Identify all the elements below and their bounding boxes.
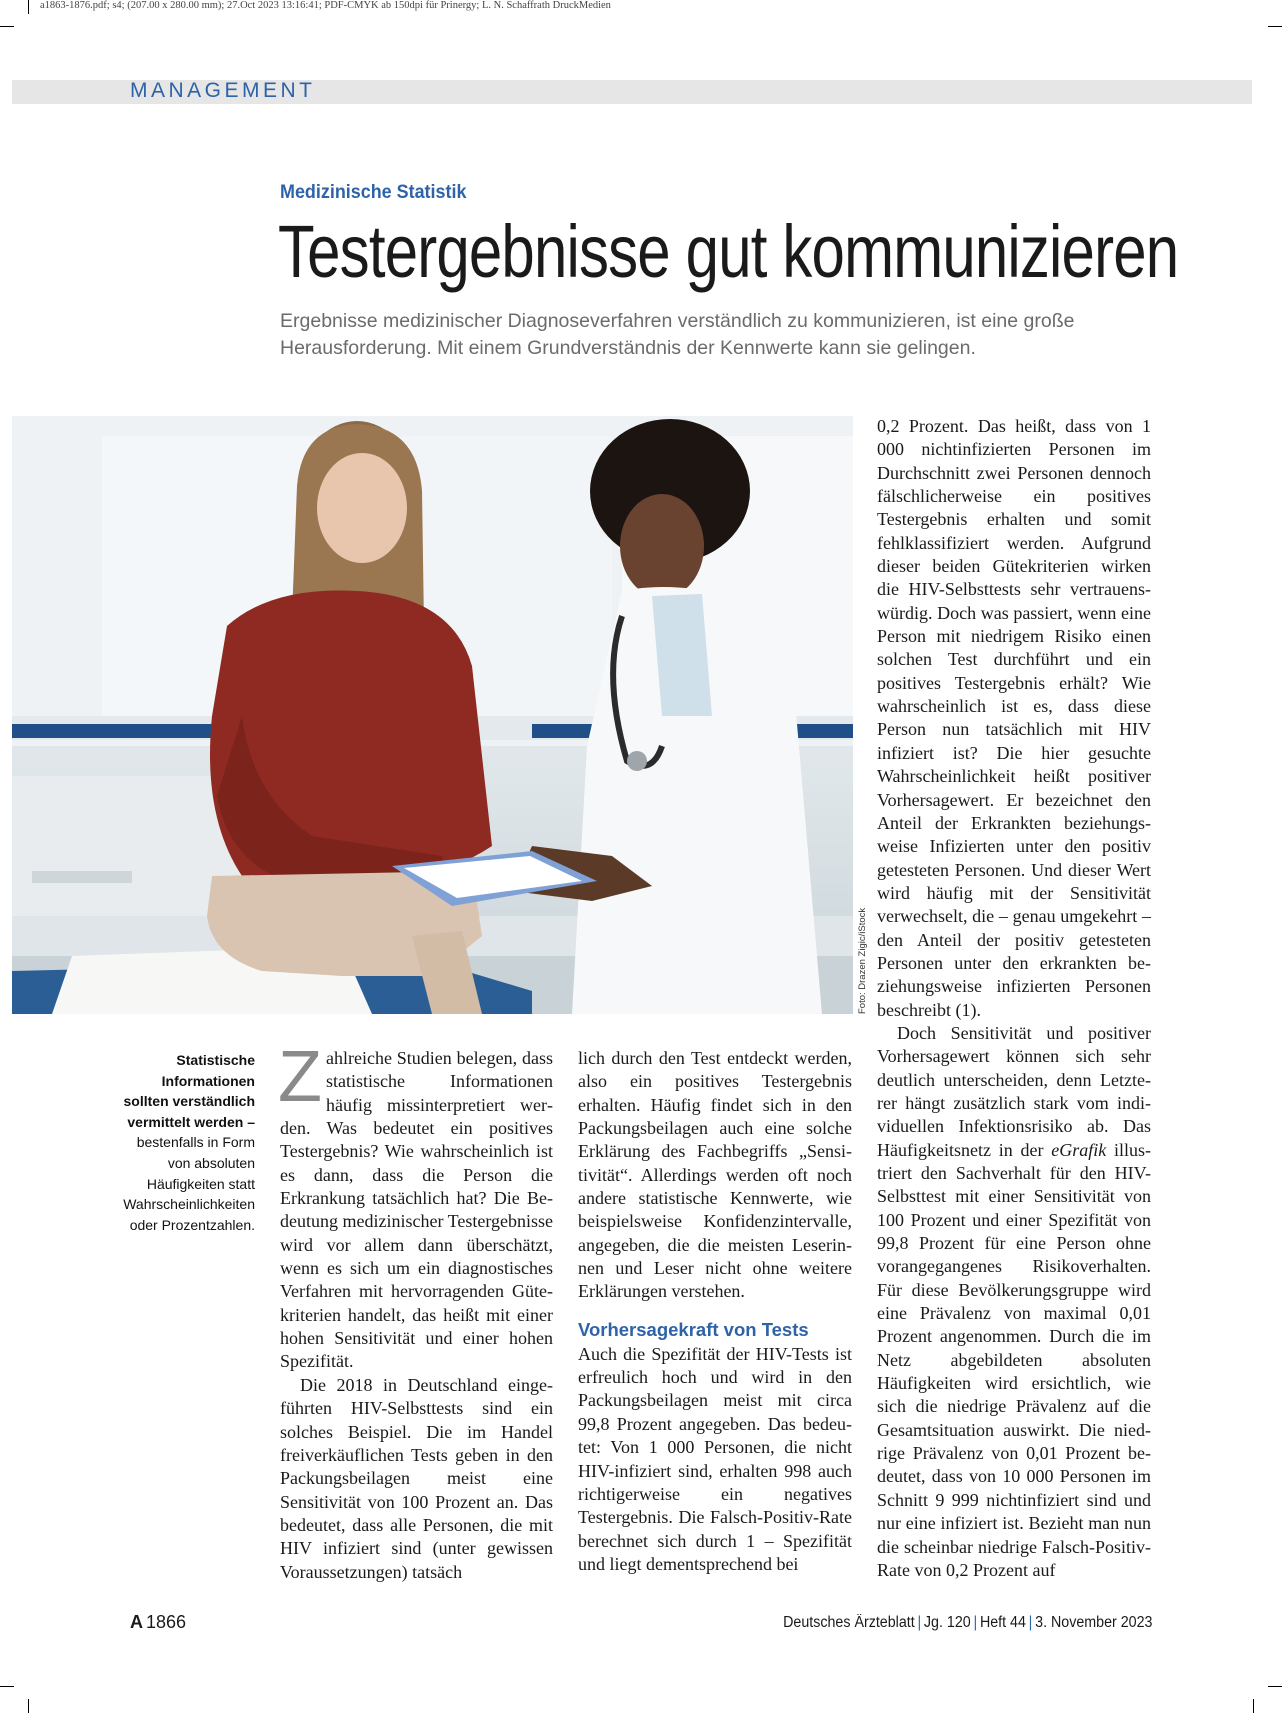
crop-mark	[0, 1686, 14, 1687]
article-kicker: Medizinische Statistik	[280, 181, 467, 203]
crop-mark	[1268, 1686, 1282, 1687]
body-text: ahlreiche Studien belegen, dass statistische Informationen häufig missinterpretiert werden. Was bedeutet ein positives Testergebnis? Wie wahrscheinlich ist es dann, dass die Person die Erkrankung tatsächlich hat? Die Bedeutung medizinischer Testergebnisse wird vor allem dann überschätzt, wenn es sich um ein diagnostisches Verfahren mit hervorragenden Gütekriterien handelt, das heißt mit einer hohen Sensitivität und einer hohen Spezifität.	[280, 1048, 554, 1372]
caption-text: bestenfalls in Form von absoluten Häufigkeiten statt Wahrscheinlichkeiten oder Prozentzahlen.	[123, 1134, 255, 1233]
body-paragraph: lich durch den Test entdeckt werden, also ein positives Testergebnis erhalten. Häufig findet sich in den Packungsbeilagen auch eine solche Erklärung des Fachbegriffs „Sensitivität“. Allerdings werden oft noch andere statistische Kennwerte, wie beispielsweise Konfidenzintervalle, angegeben, die die meisten Leserinnen und Leser nicht ohne weitere Erklärungen verstehen.	[578, 1048, 852, 1302]
crop-mark	[1268, 26, 1282, 27]
egrafik-reference[interactable]: eGrafik	[1051, 1139, 1107, 1160]
crop-mark	[1253, 1699, 1254, 1713]
photo-credit: Foto: Drazen Zigic/iStock	[857, 907, 868, 1014]
body-column-3	[877, 415, 1151, 1582]
body-paragraph	[877, 1022, 1151, 1582]
crop-mark	[28, 0, 29, 14]
article-lead: Ergebnisse medizinischer Diagnoseverfahren verständlich zu kommunizieren, ist eine große Herausforderung. Mit einem Grundverständnis der Kennwerte kann sie gelingen.	[280, 310, 1075, 359]
body-column-1	[278, 1037, 554, 1584]
journal-issue: Heft 44	[979, 1614, 1026, 1631]
page-number	[130, 1612, 186, 1633]
caption-bold: Statistische Informationen sollten verständlich vermittelt werden –	[123, 1052, 255, 1130]
article-photo	[12, 416, 853, 1014]
body-paragraph	[278, 1037, 554, 1374]
photo-illustration	[12, 416, 853, 1014]
print-slug: a1863-1876.pdf; s4; (207.00 x 280.00 mm); 27.Oct 2023 13:16:41; PDF-CMYK ab 150dpi für Prinergy; L. N. Schaffrath DruckMedien	[40, 0, 611, 11]
crop-mark	[0, 26, 14, 27]
body-text: illustriert den Sachverhalt für den HIV-Selbsttest mit einer Sensitivität von 100 Prozent und einer Spezifität von 99,8 Prozent für eine Person ohne vorangegangenes Risikoverhalten. Für diese Bevölkerungsgruppe wird eine Prävalenz von maximal 0,01 Prozent angenommen. Durch die im Netz abgebildeten absoluten Häufigkeiten wird ersichtlich, wie sich die niedrige Prävalenz auf die Gesamtsituation auswirkt. Die niedrige Prävalenz von 0,01 Prozent bedeutet, dass von 10 000 Personen im Schnitt 9 999 nichtinfiziert sind und nur eine infiziert ist. Bezieht man nun die scheinbar niedrige Falsch-Positiv-Rate von 0,2 Prozent auf	[877, 1139, 1151, 1580]
body-text: Doch Sensitivität und positiver Vorhersagewert können sich sehr deutlich unterscheiden, denn Letzterer hängt zusätzlich stark vom individuellen Infektionsrisiko ab. Das Häufigkeitsnetz in der	[877, 1022, 1151, 1160]
article-headline: Testergebnisse gut kommunizieren	[278, 210, 1179, 293]
section-label: MANAGEMENT	[130, 79, 316, 102]
page-number-value: 1866	[146, 1612, 187, 1632]
drop-cap: Z	[278, 1037, 322, 1117]
journal-date: 3. November 2023	[1034, 1614, 1152, 1631]
body-paragraph: Die 2018 in Deutschland eingeführten HIV-Selbsttests sind ein solches Beispiel. Die im Handel freiverkäuflichen Tests geben in den Packungsbeilagen meist eine Sensitivität von 100 Prozent an. Das bedeutet, dass alle Personen, die mit HIV infiziert sind (unter gewissen Voraussetzungen) tatsäch	[280, 1374, 553, 1582]
body-paragraph: 0,2 Prozent. Das heißt, dass von 1 000 nichtinfizierten Personen im Durchschnitt zwei Personen dennoch fälschlicherweise ein positives Testergebnis erhalten und somit fehlklassifiziert werden. Aufgrund dieser beiden Gütekriterien wirken die HIV-Selbsttests sehr vertrauenswürdig. Doch was passiert, wenn eine Person mit niedrigem Risiko einen solchen Test durchführt und ein positives Testergebnis erhält? Wie wahrscheinlich ist es, dass diese Person nun tatsächlich mit HIV infiziert ist? Die hier gesuchte Wahrscheinlichkeit heißt positiver Vorhersagewert. Er bezeichnet den Anteil der Erkrankten beziehungsweise Infizierten unter den positiv getesteten Personen. Und dieser Wert wird häufig mit der Sensitivität verwechselt, die – genau umgekehrt – den Anteil der positiv getesteten Personen unter den erkrankten beziehungsweise infizierten Personen beschreibt (1).	[877, 416, 1151, 1020]
journal-volume: Jg. 120	[923, 1614, 971, 1631]
photo-caption	[118, 1050, 255, 1235]
journal-name: Deutsches Ärzteblatt	[782, 1614, 915, 1631]
crop-mark	[28, 1699, 29, 1713]
page-prefix: A	[130, 1612, 143, 1632]
body-paragraph: Auch die Spezifität der HIV-Tests ist erfreulich hoch und wird in den Packungsbeilagen meist mit circa 99,8 Prozent angegeben. Das bedeutet: Von 1 000 Personen, die nicht HIV-infiziert sind, erhalten 998 auch richtigerweise ein negatives Testergebnis. Die Falsch-Positiv-Rate berechnet sich durch 1 – Spezifität und liegt dementsprechend bei	[578, 1343, 852, 1574]
body-column-2	[578, 1047, 852, 1576]
article-subheading: Vorhersagekraft von Tests	[578, 1318, 809, 1340]
journal-footer: Deutsches Ärzteblatt | Jg. 120 | Heft 44 | 3. November 2023	[782, 1614, 1152, 1631]
